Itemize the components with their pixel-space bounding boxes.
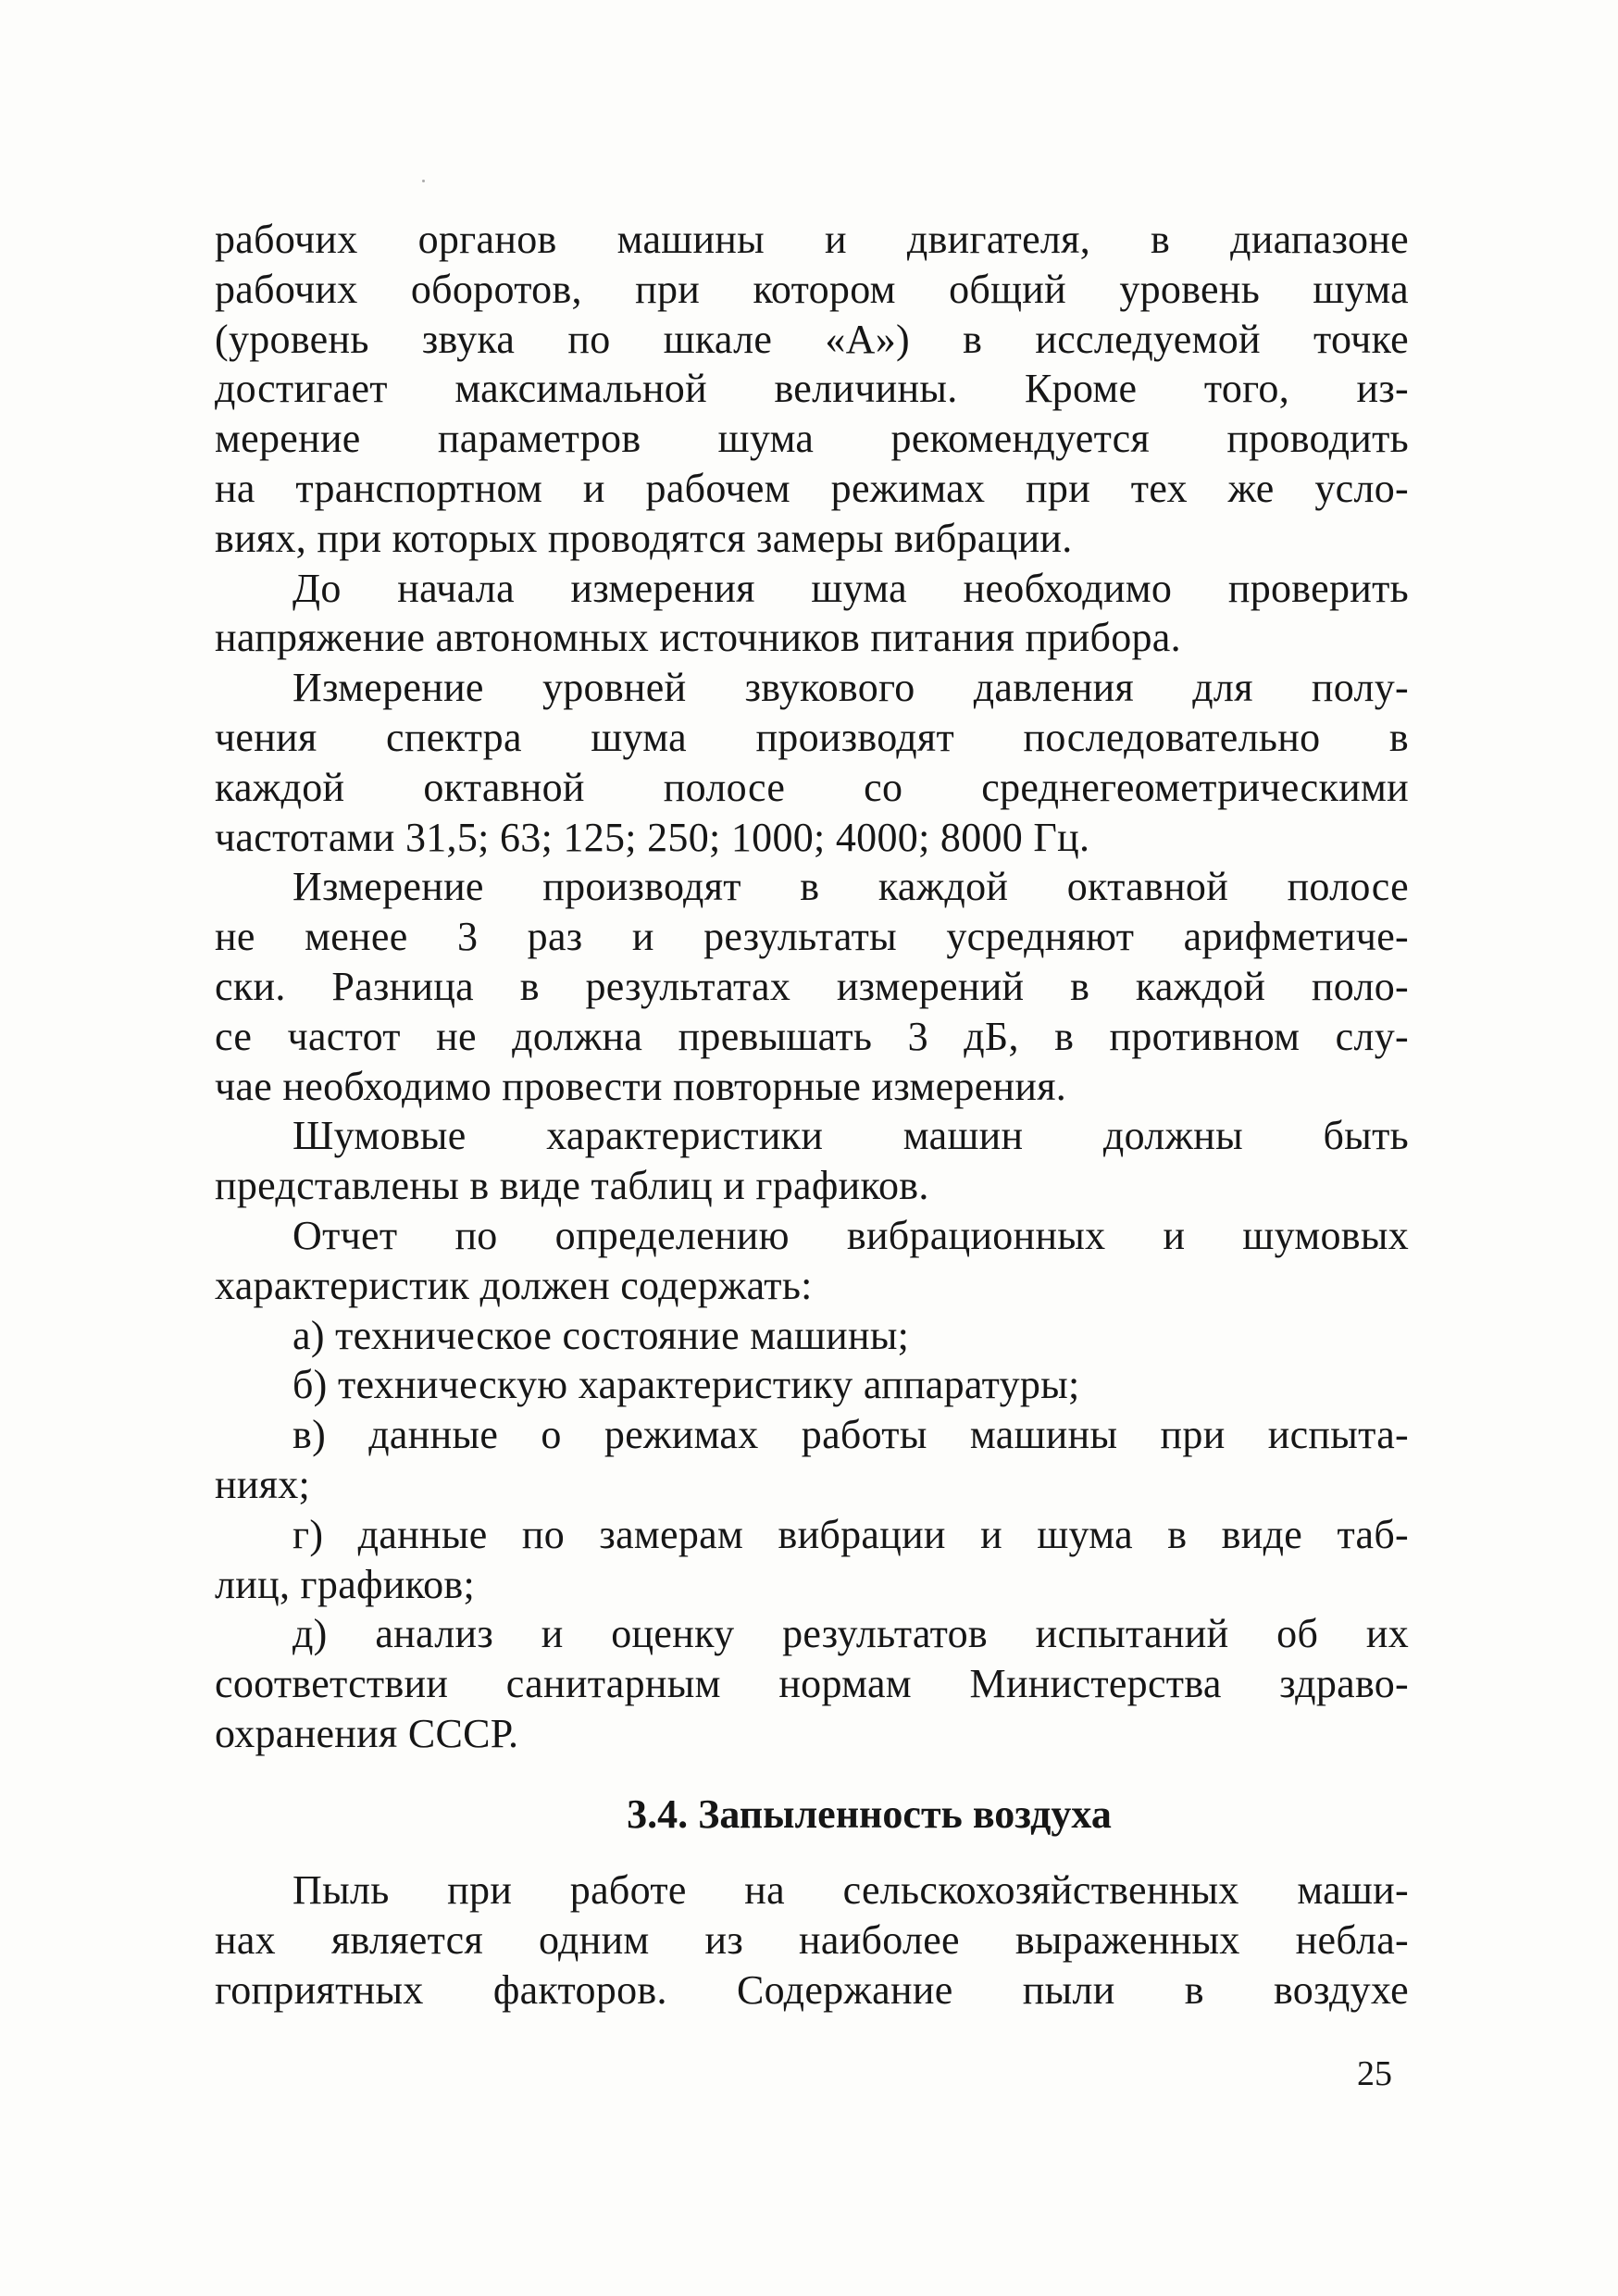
- body-text-line: се частот не должна превышать 3 дБ, в противном слу-: [215, 1013, 1409, 1059]
- body-text-line: частотами 31,5; 63; 125; 250; 1000; 4000; 8000 Гц.: [215, 814, 1090, 860]
- body-text-line: рабочих оборотов, при котором общий уровень шума: [215, 266, 1409, 312]
- body-text-line: Измерение производят в каждой октавной полосе: [292, 864, 1409, 910]
- section-text: [215, 1866, 1409, 2015]
- body-text-line: Измерение уровней звукового давления для полу-: [292, 665, 1409, 711]
- body-text-line: достигает максимальной величины. Кроме того, из-: [215, 366, 1409, 412]
- body-text-line: охранения СССР.: [215, 1710, 519, 1756]
- body-text-line: рабочих органов машины и двигателя, в диапазоне: [215, 217, 1409, 262]
- body-text-line: мерение параметров шума рекомендуется проводить: [215, 416, 1409, 462]
- body-text-line: чения спектра шума производят последовательно в: [215, 714, 1409, 760]
- page-number: 25: [1357, 2054, 1392, 2093]
- body-text-line: в) данные о режимах работы машины при испыта-: [292, 1412, 1409, 1458]
- body-text-line: ниях;: [215, 1461, 311, 1507]
- body-text-line: характеристик должен содержать:: [215, 1262, 813, 1308]
- body-text-line: каждой октавной полосе со среднегеометрическими: [215, 764, 1409, 810]
- section-text-line: нах является одним из наиболее выраженных небла-: [215, 1916, 1409, 1963]
- body-text-line: виях, при которых проводятся замеры вибрации.: [215, 515, 1073, 561]
- body-text-line: представлены в виде таблиц и графиков.: [215, 1163, 929, 1209]
- body-text-line: лиц, графиков;: [215, 1561, 476, 1607]
- section-text-line: гоприятных факторов. Содержание пыли в воздухе: [215, 1966, 1409, 2013]
- scan-speck: [422, 180, 425, 182]
- body-text-line: Отчет по определению вибрационных и шумовых: [292, 1212, 1409, 1258]
- section-heading: 3.4. Запыленность воздуха: [627, 1791, 1112, 1837]
- body-text: [215, 215, 1409, 1759]
- body-text-line: не менее 3 раз и результаты усредняют арифметиче-: [215, 914, 1409, 960]
- body-text-line: чае необходимо провести повторные измерения.: [215, 1063, 1067, 1109]
- body-text-line: г) данные по замерам вибрации и шума в виде таб-: [292, 1511, 1409, 1557]
- body-text-line: а) техническое состояние машины;: [292, 1312, 910, 1358]
- body-text-line: Шумовые характеристики машин должны быть: [292, 1113, 1409, 1159]
- section-text-line: Пыль при работе на сельскохозяйственных маши-: [292, 1867, 1409, 1913]
- body-text-line: на транспортном и рабочем режимах при тех же усло-: [215, 465, 1409, 511]
- body-text-line: ски. Разница в результатах измерений в каждой поло-: [215, 963, 1409, 1009]
- body-text-line: (уровень звука по шкале «А») в исследуемой точке: [215, 316, 1409, 362]
- body-text-line: б) техническую характеристику аппаратуры;: [292, 1362, 1080, 1408]
- body-text-line: соответствии санитарным нормам Министерства здраво-: [215, 1661, 1409, 1707]
- body-text-line: напряжение автономных источников питания прибора.: [215, 615, 1181, 661]
- body-text-line: д) анализ и оценку результатов испытаний об их: [292, 1611, 1409, 1657]
- body-text-line: До начала измерения шума необходимо проверить: [292, 565, 1409, 611]
